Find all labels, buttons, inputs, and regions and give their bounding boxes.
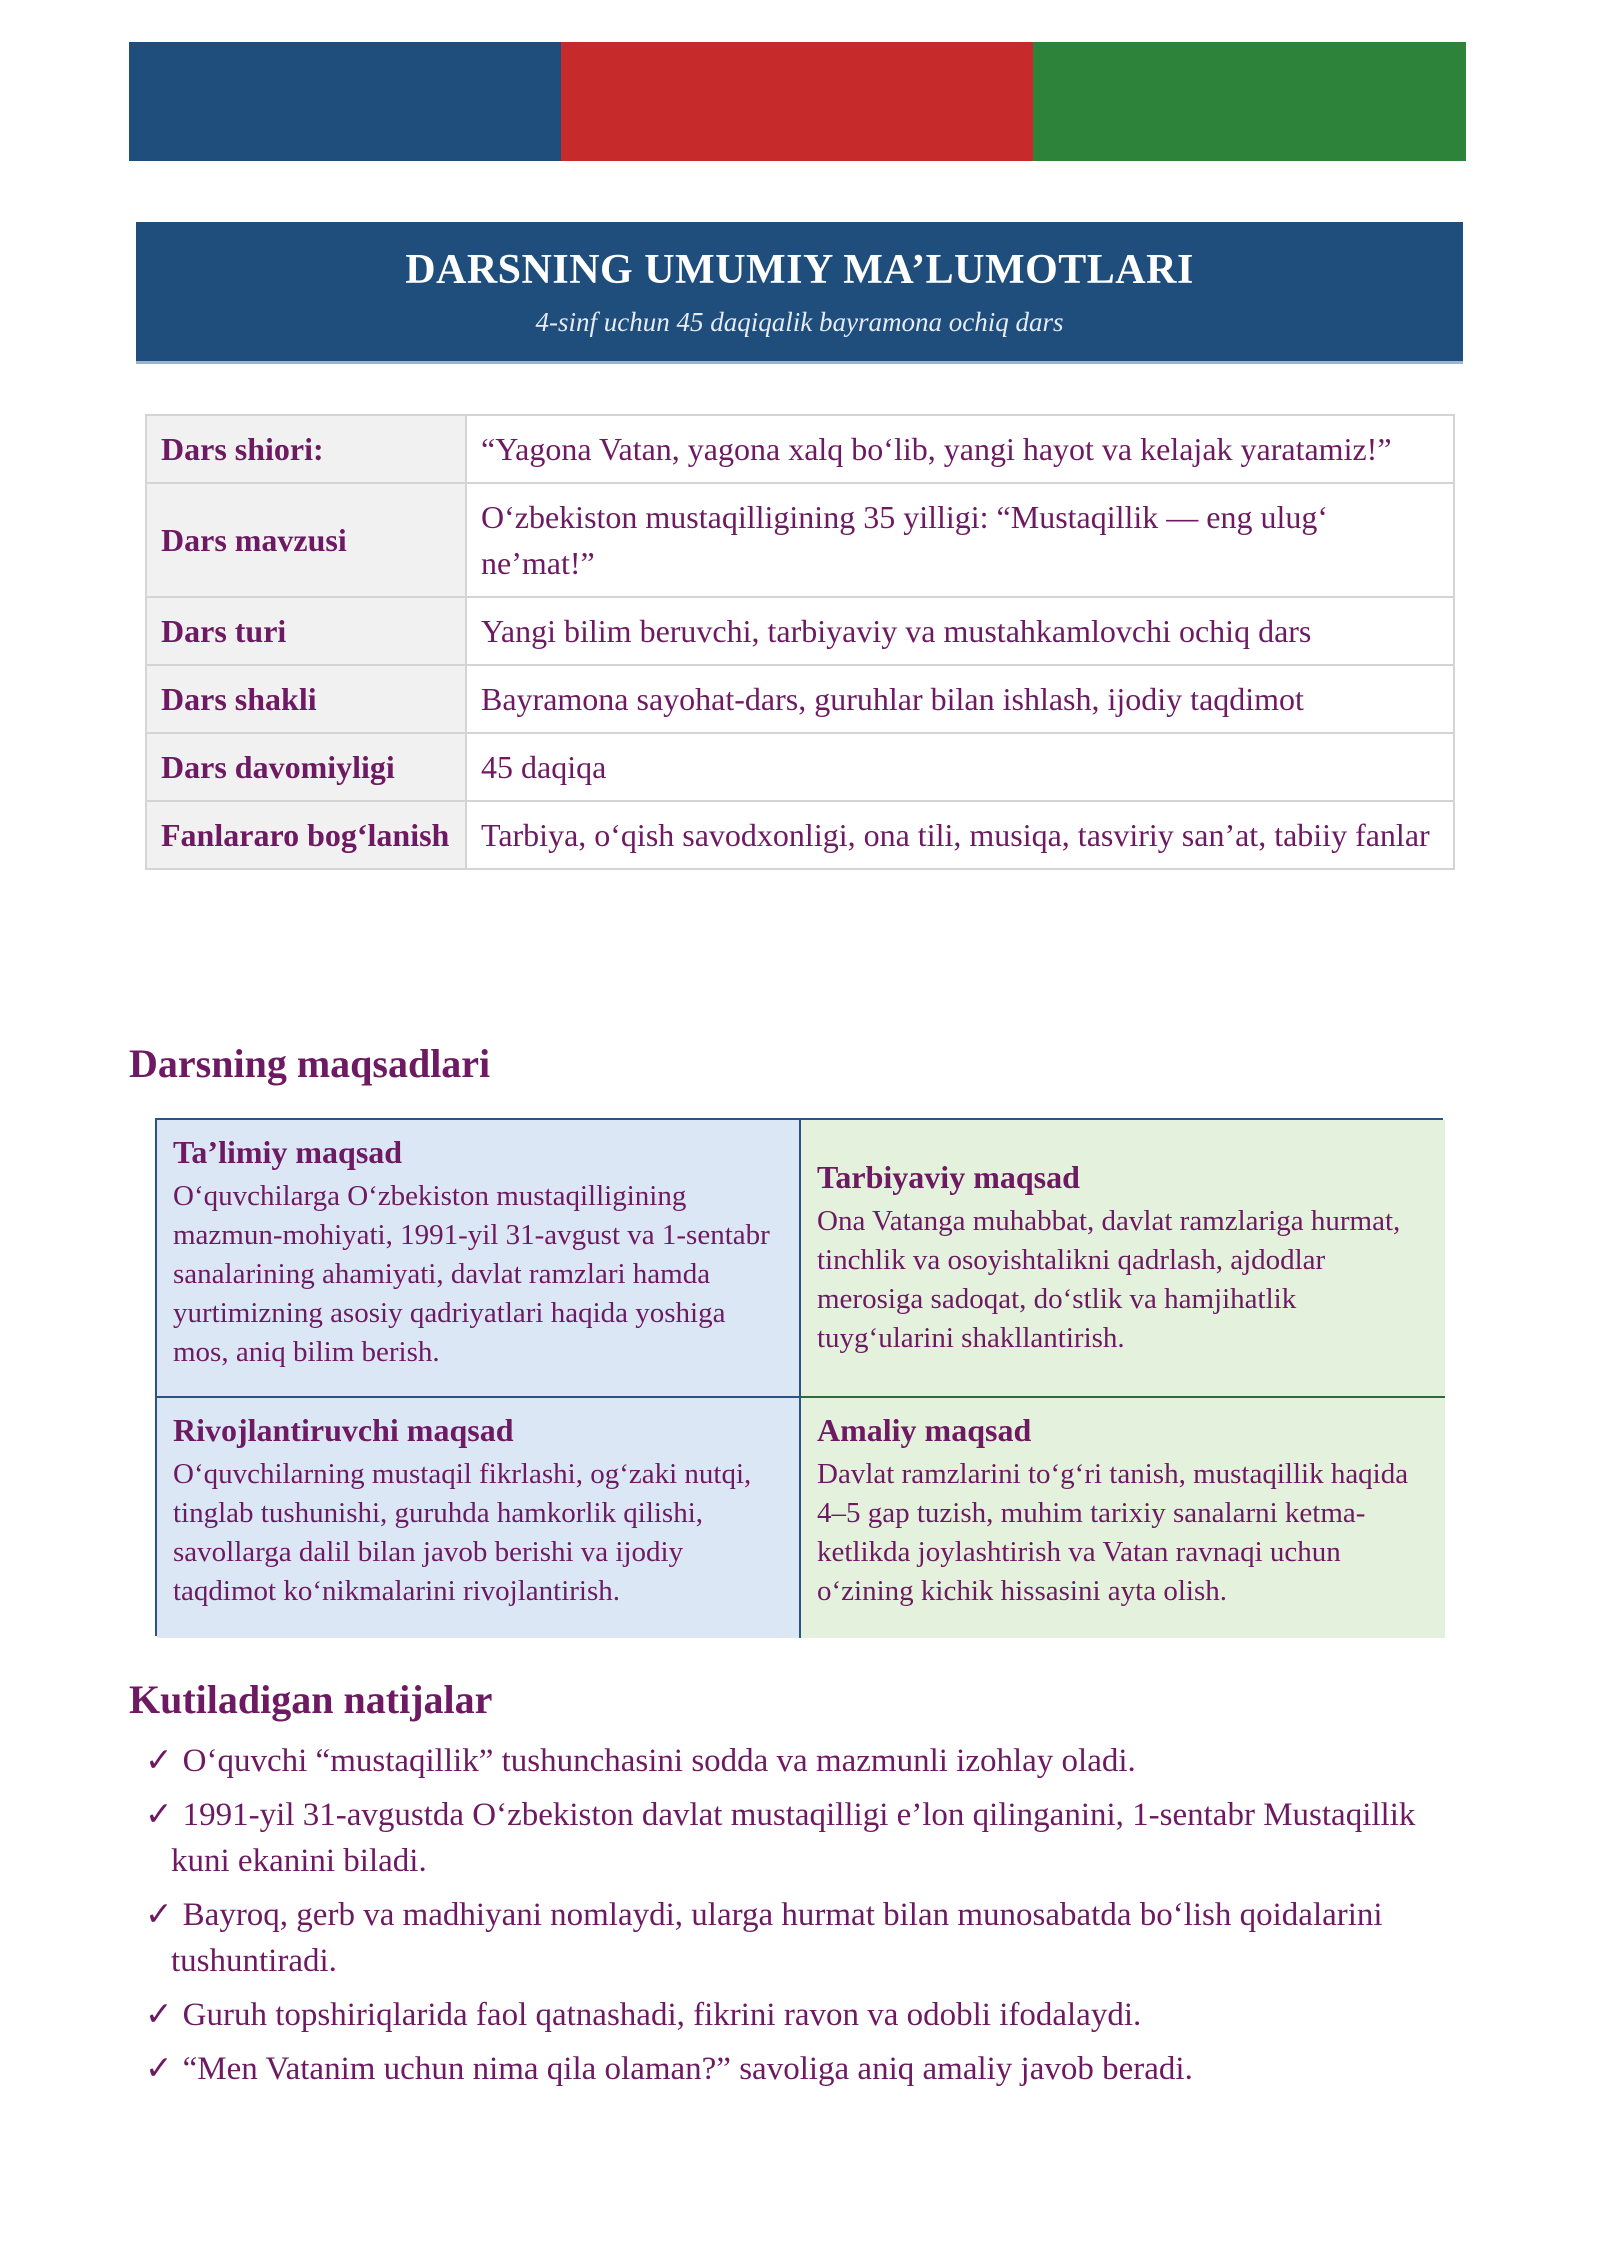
document-header xyxy=(136,222,1463,364)
list-item xyxy=(145,1992,1445,2038)
info-value: “Yagona Vatan, yagona xalq bo‘lib, yangi hayot va kelajak yaratamiz!” xyxy=(466,415,1454,483)
info-value: Tarbiya, o‘qish savodxonligi, ona tili, musiqa, tasviriy san’at, tabiiy fanlar xyxy=(466,801,1454,869)
result-text: Guruh topshiriqlarida faol qatnashadi, fikrini ravon va odobli ifodalaydi. xyxy=(182,1997,1142,2033)
table-row xyxy=(146,801,1454,869)
checkmark-icon: ✓ xyxy=(145,1997,173,2033)
goal-title: Ta’limiy maqsad xyxy=(173,1134,403,1170)
page-title: DARSNING UMUMIY MA’LUMOTLARI xyxy=(405,247,1194,293)
checkmark-icon: ✓ xyxy=(145,2051,173,2087)
result-text: Bayroq, gerb va madhiyani nomlaydi, ularga hurmat bilan munosabatda bo‘lish qoidalarini tushuntiradi. xyxy=(171,1897,1383,1979)
results-list xyxy=(145,1738,1445,2100)
table-row xyxy=(146,597,1454,665)
info-value: Yangi bilim beruvchi, tarbiyaviy va mustahkamlovchi ochiq dars xyxy=(466,597,1454,665)
result-text: 1991-yil 31-avgustda O‘zbekiston davlat mustaqilligi e’lon qilinganini, 1-sentabr Mustaqillik kuni ekanini biladi. xyxy=(171,1797,1416,1879)
goal-text: Davlat ramzlarini to‘g‘ri tanish, mustaqillik haqida 4–5 gap tuzish, muhim tarixiy sanalarni ketma-ketlikda joylashtirish va Vatan ravnaqi uchun o‘zining kichik hissasini ayta olish. xyxy=(817,1458,1409,1607)
info-key: Fanlararo bog‘lanish xyxy=(146,801,466,869)
table-row xyxy=(146,483,1454,597)
page-subtitle: 4-sinf uchun 45 daqiqalik bayramona ochiq dars xyxy=(535,307,1064,337)
goal-text: O‘quvchilarning mustaqil fikrlashi, og‘zaki nutqi, tinglab tushunishi, guruhda hamkorlik qilishi, savollarga dalil bilan javob berishi va ijodiy taqdimot ko‘nikmalarini rivojlantirish. xyxy=(173,1458,752,1607)
list-item xyxy=(145,1792,1445,1884)
goal-text: O‘quvchilarga O‘zbekiston mustaqilligining mazmun-mohiyati, 1991-yil 31-avgust va 1-sentabr sanalarining ahamiyati, davlat ramzlari hamda yurtimizning asosiy qadriyatlari haqida yoshiga mos, aniq bilim berish. xyxy=(173,1180,770,1368)
info-value: Bayramona sayohat-dars, guruhlar bilan ishlash, ijodiy taqdimot xyxy=(466,665,1454,733)
goal-title: Tarbiyaviy maqsad xyxy=(817,1158,1080,1195)
goals-section-title: Darsning maqsadlari xyxy=(129,1041,491,1086)
info-key: Dars turi xyxy=(146,597,466,665)
info-key: Dars shiori: xyxy=(146,415,466,483)
result-text: O‘quvchi “mustaqillik” tushunchasini sodda va mazmunli izohlay oladi. xyxy=(182,1743,1136,1779)
lesson-info-table xyxy=(145,414,1455,870)
checkmark-icon: ✓ xyxy=(145,1743,173,1779)
goal-card-educational xyxy=(157,1120,801,1398)
flag-color-band xyxy=(129,42,1466,161)
info-key: Dars shakli xyxy=(146,665,466,733)
goal-card-developmental xyxy=(157,1398,801,1638)
checkmark-icon: ✓ xyxy=(145,1797,173,1833)
info-value: 45 daqiqa xyxy=(466,733,1454,801)
goal-title: Rivojlantiruvchi maqsad xyxy=(173,1412,514,1448)
info-key: Dars mavzusi xyxy=(146,483,466,597)
checkmark-icon: ✓ xyxy=(145,1897,173,1933)
flag-green-stripe xyxy=(1033,42,1466,161)
goals-grid xyxy=(155,1118,1443,1636)
flag-blue-stripe xyxy=(129,42,561,161)
results-section-title: Kutiladigan natijalar xyxy=(129,1677,493,1722)
list-item xyxy=(145,2046,1445,2092)
table-row xyxy=(146,733,1454,801)
list-item xyxy=(145,1738,1445,1784)
list-item xyxy=(145,1892,1445,1984)
info-key: Dars davomiyligi xyxy=(146,733,466,801)
flag-red-stripe xyxy=(561,42,1033,161)
goal-text: Ona Vatanga muhabbat, davlat ramzlariga hurmat, tinchlik va osoyishtalikni qadrlash, ajdodlar merosiga sadoqat, do‘stlik va hamjihatlik tuyg‘ularini shakllantirish. xyxy=(817,1204,1401,1354)
goal-title: Amaliy maqsad xyxy=(817,1412,1032,1448)
result-text: “Men Vatanim uchun nima qila olaman?” savoliga aniq amaliy javob beradi. xyxy=(182,2051,1193,2087)
table-row xyxy=(146,665,1454,733)
info-value: O‘zbekiston mustaqilligining 35 yilligi: “Mustaqillik — eng ulug‘ ne’mat!” xyxy=(466,483,1454,597)
goal-card-upbringing xyxy=(801,1120,1445,1398)
goal-card-practical xyxy=(801,1398,1445,1638)
table-row xyxy=(146,415,1454,483)
